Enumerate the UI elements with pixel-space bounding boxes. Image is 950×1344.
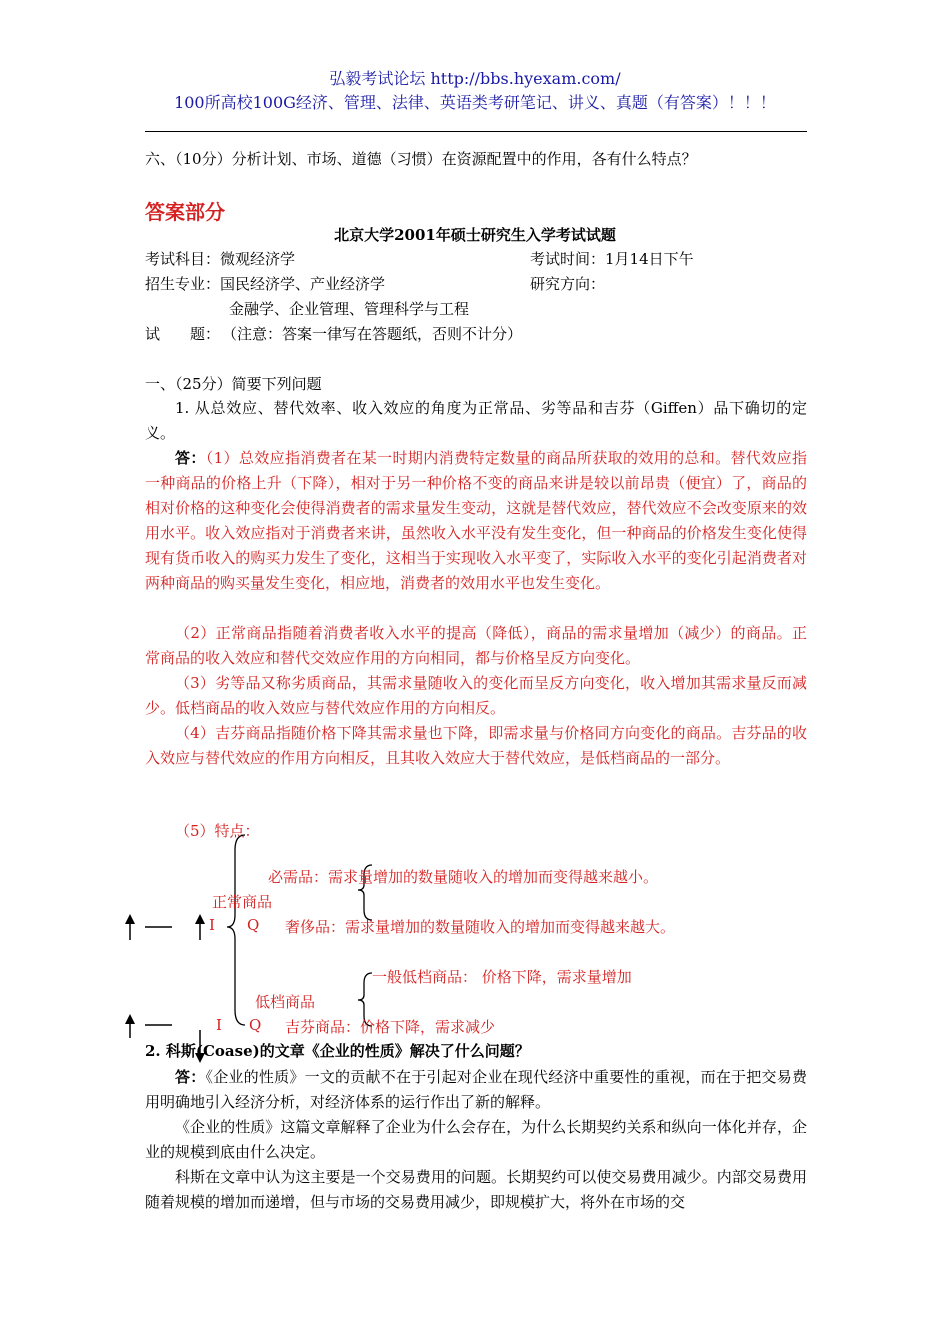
answer-2-p3: 科斯在文章中认为这主要是一个交易费用的问题。长期契约可以使交易费用减少。内部交易费用随着规模的增加而递增，但与市场的交易费用减少，即规模扩大，将外在市场的交 bbox=[145, 1168, 807, 1211]
section-1-heading: 一、（25分）简要下列问题 bbox=[145, 375, 322, 393]
answer-label: 答： bbox=[175, 449, 206, 467]
exam-title: 北京大学2001年硕士研究生入学考试试题 bbox=[334, 226, 616, 244]
normal-goods-label: 正常商品 bbox=[212, 893, 273, 911]
exam-direction: 研究方向： bbox=[530, 275, 606, 293]
question-2: 2. 科斯(Coase)的文章《企业的性质》解决了什么问题？ bbox=[145, 1042, 530, 1060]
answer-2-label: 答： bbox=[175, 1068, 206, 1086]
income-symbol-1: I bbox=[209, 916, 215, 934]
answer-1-p3: （3）劣等品又称劣质商品，其需求量随收入的变化而呈反方向变化，收入增加其需求量反而减少。低档商品的收入效应与替代效应作用的方向相反。 bbox=[145, 674, 807, 717]
answer-1-p1 bbox=[145, 446, 807, 596]
exam-time: 考试时间：1月14日下午 bbox=[530, 250, 694, 268]
header-divider bbox=[145, 131, 807, 132]
exam-subject: 考试科目：微观经济学 bbox=[145, 250, 296, 268]
exam-note-label: 试 题： bbox=[145, 325, 221, 343]
general-inferior-label: 一般低档商品： 价格下降，需求量增加 bbox=[372, 968, 632, 986]
question-6: 六、（10分）分析计划、市场、道德（习惯）在资源配置中的作用，各有什么特点？ bbox=[145, 150, 697, 168]
answer-2-p2: 《企业的性质》这篇文章解释了企业为什么会存在，为什么长期契约关系和纵向一体化并存，企业的规模到底由什么决定。 bbox=[145, 1118, 807, 1161]
answer-1-p2: （2）正常商品指随着消费者收入水平的提高（降低），商品的需求量增加（减少）的商品。正常商品的收入效应和替代交效应作用的方向相同，都与价格呈反方向变化。 bbox=[145, 624, 807, 667]
quantity-symbol-1: Q bbox=[247, 916, 260, 934]
necessity-label: 必需品：需求量增加的数量随收入的增加而变得越来越小。 bbox=[268, 868, 659, 886]
header-promo: 100所高校100G经济、管理、法律、英语类考研笔记、讲义、真题（有答案）！！！ bbox=[174, 93, 776, 112]
exam-major: 招生专业：国民经济学、产业经济学 bbox=[145, 275, 386, 293]
income-symbol-2: I bbox=[216, 1016, 222, 1034]
answer-1-p5: （5）特点： bbox=[175, 822, 260, 840]
inferior-goods-label: 低档商品 bbox=[255, 993, 316, 1011]
up-arrow-price-2 bbox=[125, 1014, 135, 1038]
main-brace bbox=[227, 835, 245, 1025]
luxury-label: 奢侈品：需求量增加的数量随收入的增加而变得越来越大。 bbox=[285, 918, 676, 936]
exam-major-cont: 金融学、企业管理、管理科学与工程 bbox=[229, 300, 470, 318]
up-arrow-income bbox=[195, 914, 205, 940]
answer-1-p1-text: （1）总效应指消费者在某一时期内消费特定数量的商品所获取的效用的总和。替代效应指一种商品的价格上升（下降），相对于另一种价格不变的商品来讲是较以前昂贵（便宜）了，商品的相对价格的这种变化会使得消费者的需求量发生变动，这就是替代效应，替代效应不会改变原来的效用水平。收入效应指对于消费者来讲，虽然收入水平没有发生变化，但一种商品的价格发生变化使得现有货币收入的购买力发生了变化，这相当于实现收入水平变了，实际收入水平的变化引起消费者对两种商品的购买量发生变化，相应地，消费者的效用水平也发生变化。 bbox=[145, 449, 807, 592]
question-1: 1. 从总效应、替代效率、收入效应的角度为正常品、劣等品和吉芬（Giffen）品下确切的定义。 bbox=[145, 399, 807, 442]
giffen-label: 吉芬商品：价格下降，需求减少 bbox=[285, 1018, 496, 1036]
quantity-symbol-2: Q bbox=[249, 1016, 262, 1034]
up-arrow-price bbox=[125, 914, 135, 940]
answer-2-p1-text: 《企业的性质》一文的贡献不在于引起对企业在现代经济中重要性的重视，而在于把交易费用明确地引入经济分析，对经济体系的运行作出了新的解释。 bbox=[145, 1068, 807, 1111]
exam-note: （注意：答案一律写在答题纸，否则不计分） bbox=[222, 325, 523, 343]
answer-2-p1 bbox=[145, 1065, 807, 1115]
answer-heading: 答案部分 bbox=[145, 200, 225, 224]
header-forum-link[interactable]: 弘毅考试论坛 http://bbs.hyexam.com/ bbox=[329, 69, 621, 88]
answer-1-p4: （4）吉芬商品指随价格下降其需求量也下降，即需求量与价格同方向变化的商品。吉芬品的收入效应与替代效应的作用方向相反，且其收入效应大于替代效应，是低档商品的一部分。 bbox=[145, 724, 807, 767]
